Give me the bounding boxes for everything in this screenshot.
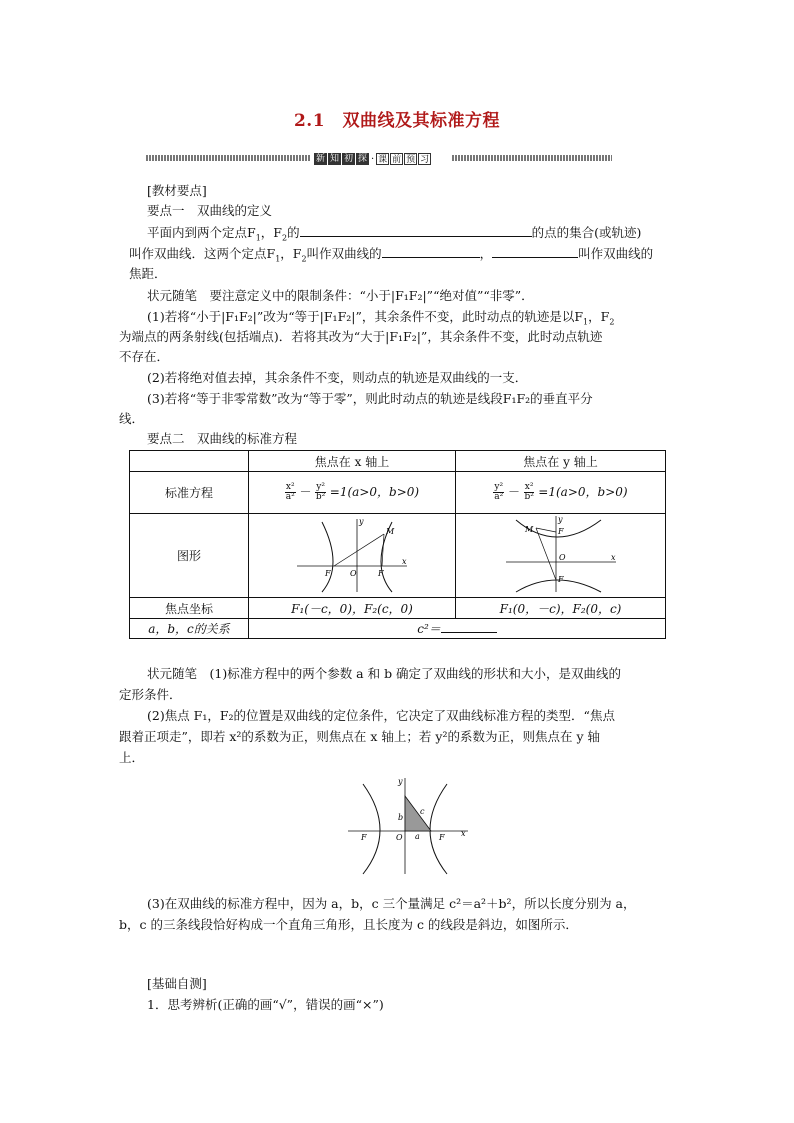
banner-stripe-right [452, 155, 612, 161]
fraction: $\frac{\text{x²}}{\text{b²}}$ [524, 482, 534, 502]
fraction: $\frac{\text{y²}}{\text{b²}}$ [315, 482, 326, 502]
hyperbola-x-figure [292, 514, 412, 594]
svg-text:F: F [557, 575, 564, 584]
note-line: (1)若将“小于|F₁F₂|”改为“等于|F₁F₂|”，其余条件不变，此时动点的轨迹是以$F_1$，$F_2$ [147, 309, 615, 327]
fraction: $\frac{\text{x²}}{\text{a²}}$ [285, 482, 295, 502]
section-heading: [基础自测] [147, 976, 207, 991]
banner-char: 新 [315, 154, 325, 164]
note-line: 不存在． [119, 349, 170, 364]
hyperbola-y-figure [501, 514, 621, 594]
svg-text:y: y [398, 777, 403, 786]
fill-blank[interactable] [382, 243, 480, 258]
svg-text:M: M [524, 525, 533, 534]
banner-char: 探 [357, 154, 367, 164]
banner-char: 课 [378, 155, 388, 165]
banner-char: 前 [392, 155, 402, 165]
table-row-label: 标准方程 [130, 472, 249, 514]
svg-text:F: F [378, 569, 384, 578]
relation-cell: c²＝ [249, 619, 666, 639]
note-line: 定形条件． [119, 687, 182, 702]
note-line: (2)若将绝对值去掉，其余条件不变，则动点的轨迹是双曲线的一支． [147, 370, 528, 385]
svg-text:O: O [350, 569, 357, 578]
foci-y: F₁(0，－c)，F₂(0，c) [456, 598, 666, 619]
table-row [130, 514, 666, 598]
svg-text:M: M [386, 527, 395, 536]
graph-cell-y [456, 514, 666, 598]
table-row-label: a，b，c的关系 [130, 619, 249, 639]
fill-blank[interactable] [300, 222, 532, 237]
svg-text:F: F [325, 569, 331, 578]
note-line: 为端点的两条射线(包括端点)．若将其改为“大于|F₁F₂|”，其余条件不变，此时动点轨迹 [119, 329, 603, 344]
note-line: 上． [119, 750, 145, 765]
banner-char: 知 [329, 154, 339, 164]
equation-y: $\frac{\text{y²}}{\text{a²}}$ － $\frac{\text{x²}}{\text{b²}}$ =1(a>0，b>0) [456, 472, 666, 514]
banner-stripe-left [146, 155, 310, 161]
svg-text:x: x [402, 557, 407, 566]
standard-equation-table [129, 450, 666, 639]
question: 1．思考辨析(正确的画“√”，错误的画“×”) [147, 997, 384, 1012]
definition-line-3: 焦距． [129, 266, 167, 281]
point-heading: 要点一 双曲线的定义 [147, 203, 273, 218]
section-banner [146, 153, 612, 165]
foci-x: F₁(－c，0)，F₂(c，0) [249, 598, 456, 619]
fill-blank[interactable] [441, 620, 497, 633]
table-header: 焦点在 x 轴上 [249, 451, 456, 472]
point-heading: 要点二 双曲线的标准方程 [147, 431, 298, 446]
svg-text:y: y [359, 517, 364, 526]
table-row [130, 619, 666, 639]
banner-label [314, 153, 431, 165]
banner-sep: · [371, 153, 375, 165]
note-line: (3)在双曲线的标准方程中，因为 a，b，c 三个量满足 c²＝a²＋b²，所以长度分别为 a， [147, 896, 636, 911]
note-line: (3)若将“等于非零常数”改为“等于零”，则此时动点的轨迹是线段F₁F₂的垂直平分 [147, 391, 593, 406]
table-row [130, 598, 666, 619]
svg-text:O: O [558, 553, 566, 562]
equation-x: $\frac{\text{x²}}{\text{a²}}$ － $\frac{\text{y²}}{\text{b²}}$ =1(a>0，b>0) [249, 472, 456, 514]
table-row-label: 图形 [130, 514, 249, 598]
note-line: 跟着正项走”，即若 x²的系数为正，则焦点在 x 轴上；若 y²的系数为正，则焦点在 y 轴 [119, 729, 600, 744]
svg-text:F: F [557, 527, 564, 536]
note-line: (2)焦点 F₁，F₂的位置是双曲线的定位条件，它决定了双曲线标准方程的类型．“焦点 [147, 708, 615, 723]
svg-text:x: x [610, 553, 616, 562]
fraction: $\frac{\text{y²}}{\text{a²}}$ [494, 482, 504, 502]
svg-text:a: a [415, 832, 420, 841]
note-line: b，c 的三条线段恰好构成一个直角三角形，且长度为 c 的线段是斜边，如图所示． [119, 917, 578, 932]
table-header: 焦点在 y 轴上 [456, 451, 666, 472]
page-title: 2.1 双曲线及其标准方程 [293, 111, 501, 131]
note-line: 状元随笔 (1)标准方程中的两个参数 a 和 b 确定了双曲线的形状和大小，是双曲线的 [147, 666, 622, 681]
section-heading: [教材要点] [147, 183, 207, 198]
fill-blank[interactable] [492, 243, 578, 258]
table-cell [130, 451, 249, 472]
svg-text:O: O [396, 833, 403, 842]
table-row [130, 451, 666, 472]
svg-text:F: F [361, 833, 367, 842]
banner-char: 预 [406, 155, 416, 165]
table-row [130, 472, 666, 514]
banner-char: 初 [343, 154, 353, 164]
hyperbola-triangle-figure [343, 774, 473, 876]
svg-text:y: y [557, 515, 563, 524]
banner-char: 习 [420, 155, 430, 165]
note-line: 线． [119, 411, 145, 426]
table-row-label: 焦点坐标 [130, 598, 249, 619]
note-line: 状元随笔 要注意定义中的限制条件：“小于|F₁F₂|”“绝对值”“非零”． [147, 288, 534, 303]
svg-text:b: b [398, 813, 404, 822]
svg-text:F: F [439, 833, 445, 842]
definition-line-1: 平面内到两个定点$F_1$，$F_2$的 的点的集合(或轨迹) [147, 222, 641, 249]
svg-text:c: c [420, 807, 425, 816]
svg-text:x: x [461, 829, 466, 838]
graph-cell-x [249, 514, 456, 598]
definition-line-2: 叫作双曲线．这两个定点$F_1$，$F_2$叫作双曲线的 ， 叫作双曲线的 [129, 243, 653, 270]
